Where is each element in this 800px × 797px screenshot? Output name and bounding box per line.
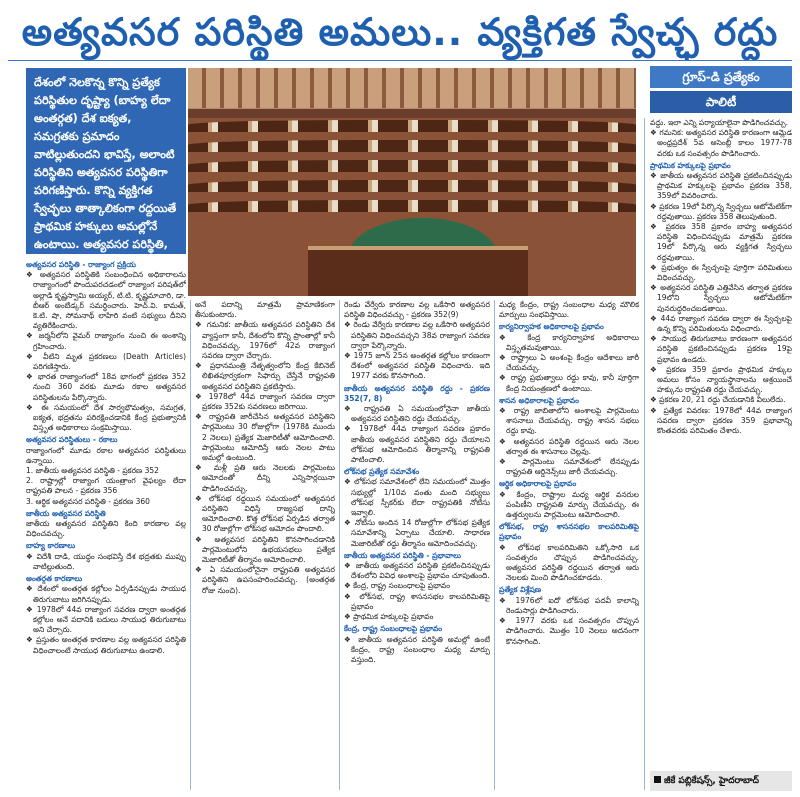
paragraph: ❖ మళ్లీ ప్రతి ఆరు నెలలకు పార్లమెంటు ఆమోదంతో దీన్ని ఎన్నిసార్లయినా పొడిగించవచ్చు. bbox=[195, 463, 335, 493]
paragraph: ❖ రాష్ట్ర ప్రభుత్వాలు రద్దు కావు, కానీ పూర్తిగా కేంద్ర నియంత్రణలో ఉంటాయి. bbox=[499, 373, 639, 393]
paragraph: ❖ ప్రభుత్వం ఈ స్వేచ్ఛలపై పూర్తిగా పరిమితులు విధించవచ్చు. bbox=[650, 262, 792, 283]
paragraph: రెండు వేర్వేరు కారణాల వల్ల ఒకేసారి అత్యవసర పరిస్థితి విధించవచ్చు - ప్రకరణ 352(9) bbox=[344, 300, 490, 320]
paragraph: ❖ 1975 జూన్ 25న అంతర్గత కల్లోలం కారణంగా దేశంలో అత్యవసర పరిస్థితి విధించారు. ఇది 1977 వరకు కొనసాగింది. bbox=[344, 351, 490, 381]
paragraph: ❖ 1978లో 44వ రాజ్యాంగ సవరణ ద్వారా అంతర్గత కల్లోలం అనే పదానికి బదులు సాయుధ తిరుగుబాటు అని చేర్చారు. bbox=[26, 604, 186, 635]
paragraph: ❖ అత్యవసర పరిస్థితికి సంబంధించిన అధికారాలను రాజ్యాంగంలో పొందుపరచడంలో రాజ్యాంగ పరిషత్‌లో అల్లాడి కృష్ణస్వామి అయ్యర్, టి.టి. కృష్ణమాచారి, డా. బీఆర్ అంబేడ్కర్ సమర్థించారు. హెచ్.వి. కామత్, కె.టి. షా, సోమనాథ్ లాహిరి వంటి సభ్యులు దీనిని వ్యతిరేకించారు. bbox=[26, 270, 186, 331]
paragraph: ❖ జాతీయ అత్యవసర పరిస్థితి ప్రకటించినప్పుడు దేశంలోని వివిధ అంశాలపై ప్రభావం చూపుతుంది. bbox=[344, 561, 490, 581]
subject-label: పాలిటీ bbox=[650, 91, 792, 113]
paragraph: జాతీయ అత్యవసర పరిస్థితిని కింది కారణాల వల్ల విధించవచ్చు. bbox=[26, 519, 186, 539]
paragraph: ❖ అత్యవసర పరిస్థితి ఎత్తివేసిన తర్వాత ప్రకరణ 19లోని స్వేచ్ఛలు ఆటోమేటిక్‌గా పునరుద్ధరించబడతాయి. bbox=[650, 283, 792, 313]
paragraph: ❖ లోక్‌సభ కాలపరిమితిని ఒక్కోసారి ఒక సంవత్సరం చొప్పున పొడిగించవచ్చు. అత్యవసర పరిస్థితి రద్దయిన తర్వాత ఆరు నెలలకు మించి పొడిగించకూడదు. bbox=[499, 542, 639, 583]
paragraph: ❖ 1978లో 44వ రాజ్యాంగ సవరణ ప్రకారం జాతీయ అత్యవసర పరిస్థితిని రద్దు చేయాలని లోక్‌సభ ఆమోదించిన తీర్మానాన్ని రాష్ట్రపతి పాటించాలి. bbox=[344, 424, 490, 465]
section-heading: లోక్‌సభ ప్రత్యేక సమావేశం bbox=[344, 467, 420, 477]
section-heading: లోక్‌సభ, రాష్ట్ర శాసనసభల కాలపరిమితిపై ప్రభావం bbox=[499, 522, 639, 542]
section-heading: అత్యవసర పరిస్థితి - రాజ్యాంగ ప్రక్రియ bbox=[26, 260, 136, 269]
paragraph: ❖ సాయుధ తిరుగుబాటు కారణంగా అత్యవసర పరిస్థితి ప్రకటించినప్పుడు ప్రకరణ 19పై ప్రభావం ఉండదు. bbox=[650, 334, 792, 364]
paragraph: ❖ ప్రకరణ 20, 21 రద్దు చేయడానికి వీలులేదు. bbox=[650, 395, 786, 405]
section-heading: ప్రత్యేక విశ్లేషణ bbox=[499, 585, 542, 595]
paragraph: ❖ రాష్ట్రపతి ఏ సమయంలోనైనా జాతీయ అత్యవసర పరిస్థితిని రద్దు చేయవచ్చు. bbox=[344, 404, 490, 424]
publisher-credit bbox=[650, 771, 792, 791]
column-divider bbox=[644, 118, 645, 790]
paragraph: ❖ గమనిక: అత్యవసర పరిస్థితి కారణంగా ఆమ్లెడ అంధ్రప్రదేశ్ 5వ అసెంబ్లీ కాలం 1977-78 వరకు ఒక సంవత్సరం పొడిగించారు. bbox=[650, 128, 792, 158]
paragraph: ❖ లోక్‌సభ సమావేశంలో లేని సమయంలో మొత్తం సభ్యుల్లో 1/10వ వంతు మంది సభ్యులు లోక్‌సభ స్పీకర్‌కు లేదా రాష్ట్రపతికి నోటీసు ఇవ్వాలి. bbox=[344, 477, 490, 518]
article-column-2 bbox=[195, 300, 335, 790]
paragraph: ❖ 1976లో ఐదో లోక్‌సభ పదవీ కాలాన్ని రెండుసార్లు పొడిగించారు. bbox=[499, 595, 639, 615]
intro-box: దేశంలో నెలకొన్న కొన్ని ప్రత్యేక పరిస్థితుల దృష్ట్యా (బాహ్య లేదా అంతర్గత) దేశ ఐక్యత, సమగ్రతకు ప్రమాదం వాటిల్లుతుందని భావిస్తే, అలాంటి పరిస్థితిని అత్యవసర పరిస్థితిగా పరిగణిస్తారు. కొన్ని వ్యక్తిగత స్వేచ్ఛలు తాత్కాలికంగా రద్దయితే ప్రాథమిక హక్కులు అమల్లోనే ఉంటాయి. అత్యవసర పరిస్థితి, bbox=[26, 68, 186, 254]
section-heading: జాతీయ అత్యవసర పరిస్థితి రద్దు - ప్రకరణ 352(7, 8) bbox=[344, 383, 490, 403]
paragraph: ❖ వీటిని మృత ప్రకరణలు (Death Articles) పరిగణిస్తారు. bbox=[26, 351, 186, 372]
paragraph: ❖ ప్రకరణ 19లో పేర్కొన్న స్వేచ్ఛలు ఆటోమేటిక్‌గా రద్దవుతాయి. ప్రకరణ 358 తెలుపుతుంది. bbox=[650, 201, 792, 221]
paragraph: 3. ఆర్థిక అత్యవసర పరిస్థితి - ప్రకరణ 360 bbox=[26, 496, 150, 506]
paragraph: ❖ అత్యవసర పరిస్థితి రద్దయిన ఆరు నెలల తర్వాత ఈ శాసనాలు చెల్లవు. bbox=[499, 436, 639, 456]
column-divider bbox=[494, 300, 495, 790]
paragraph: ❖ భారత రాజ్యాంగంలో 18వ భాగంలో ప్రకరణ 352 నుంచి 360 వరకు మూడు రకాల అత్యవసర పరిస్థితులను పేర్కొన్నారు. bbox=[26, 372, 186, 402]
section-heading: ప్రాథమిక హక్కులపై ప్రభావం bbox=[650, 160, 731, 170]
paragraph: ❖ ప్రత్యేక వివరణ: 1978లో 44వ రాజ్యాంగ సవరణ ద్వారా ప్రకరణ 359 ప్రభావాన్ని కొంతవరకు పరిమితం చేశారు. bbox=[650, 405, 792, 436]
paragraph: ❖ రాష్ట్ర జాబితాలోని అంశాలపై పార్లమెంటు శాసనాలు చేయవచ్చు. రాష్ట్ర శాసన సభలు రద్దు కావు. bbox=[499, 406, 639, 436]
section-heading: కార్యనిర్వాహక అధికారాలపై ప్రభావం bbox=[499, 322, 604, 332]
paragraph: ❖ ప్రాథమిక హక్కులపై ప్రభావం bbox=[344, 612, 434, 622]
paragraph: ❖ 44వ రాజ్యాంగ సవరణ ద్వారా ఈ స్వేచ్ఛలపై ఉన్న కొన్ని పరిమితులను విధించారు. bbox=[650, 313, 792, 334]
headline-rule bbox=[8, 60, 792, 61]
paragraph: ❖ 1978లో 44వ రాజ్యాంగ సవరణ ద్వారా ప్రకరణ 352కు సవరణలు జరిగాయి. bbox=[195, 391, 335, 412]
paragraph: ❖ కేంద్ర కార్యనిర్వాహక అధికారాలు విస్తృతమవుతాయి. bbox=[499, 332, 639, 352]
paragraph: 1. జాతీయ అత్యవసర పరిస్థితి - ప్రకరణ 352 bbox=[26, 466, 159, 476]
paragraph: ❖ 1977 వరకు ఒక సంవత్సరం చొప్పున పొడిగించారు. మొత్తం 10 నెలలు అదనంగా కొనసాగింది. bbox=[499, 616, 639, 646]
paragraph: ❖ ఏ సమయంలోనైనా రాష్ట్రపతి అత్యవసర పరిస్థితిని ఉపసంహరించవచ్చు. (అంతర్గత రోజు నుంచి). bbox=[195, 565, 335, 595]
paragraph: ❖ లోక్‌సభ రద్దయిన సమయంలో అత్యవసర పరిస్థితిని విధిస్తే రాజ్యసభ దాన్ని ఆమోదించాలి. కొత్త లోక్‌సభ ఏర్పడిన తర్వాత 30 రోజుల్లోగా లోక్‌సభ ఆమోదం పొందాలి. bbox=[195, 493, 335, 534]
article-column-5 bbox=[650, 118, 792, 768]
paragraph: ❖ జాతీయ అత్యవసర పరిస్థితి ప్రకటించినప్పుడు ప్రాథమిక హక్కులపై ప్రభావం ప్రకరణ 358, 359లో వివరించారు. bbox=[650, 171, 792, 201]
column-divider bbox=[190, 300, 191, 790]
article-column-3 bbox=[344, 300, 490, 790]
section-heading: కేంద్ర, రాష్ట్ర సంబంధాలపై ప్రభావం bbox=[344, 624, 443, 634]
paragraph: ❖ ఈ సమయంలో దేశ సార్వభౌమత్వం, సమగ్రత, ఐక్యత, భద్రతను పరిరక్షించడానికి కేంద్ర ప్రభుత్వానికి విస్తృత అధికారాలు సంక్రమిస్తాయి. bbox=[26, 402, 186, 433]
section-heading: జాతీయ అత్యవసర పరిస్థితి - ప్రభావాలు bbox=[344, 550, 462, 560]
column-divider bbox=[339, 300, 340, 790]
article-column-4 bbox=[499, 300, 639, 790]
paragraph: ❖ ప్రకరణ 358 ప్రకారం బాహ్య అత్యవసర పరిస్థితి విధించినప్పుడు మాత్రమే ప్రకరణ 19లో పేర్కొన్న ఆరు వ్యక్తిగత స్వేచ్ఛలు రద్దవుతాయి. bbox=[650, 222, 792, 262]
section-heading: జాతీయ అత్యవసర పరిస్థితి bbox=[26, 508, 106, 518]
paragraph: ❖ రాష్ట్రాలు ఏ అంశంపై కేంద్రం ఆదేశాలు జారీ చేయవచ్చు. bbox=[499, 353, 639, 373]
publisher-name: జీకే పబ్లికేషన్స్, హైదరాబాద్ bbox=[664, 776, 760, 786]
paragraph: ❖ లోక్‌సభ, రాష్ట్ర శాసనసభల కాలపరిమితిపై ప్రభావం bbox=[344, 591, 490, 611]
paragraph: ❖ రెండు వేర్వేరు కారణాల వల్ల ఒకేసారి అత్యవసర పరిస్థితిని విధించవచ్చని 38వ రాజ్యాంగ సవరణ ద్వారా పేర్కొన్నారు. bbox=[344, 320, 490, 350]
paragraph: ❖ గమనిక: జాతీయ అత్యవసర పరిస్థితిని దేశ వ్యాప్తంగా కానీ, దేశంలోని కొన్ని ప్రాంతాల్లో కానీ విధించవచ్చు. 1976లో 42వ రాజ్యాంగ సవరణ ద్వారా చేర్చారు. bbox=[195, 320, 335, 361]
paragraph: వద్దు. ఇలా ఎన్ని పర్యాయాలైనా పొడిగించవచ్చు. bbox=[650, 118, 789, 127]
paragraph: ❖ విదేశీ దాడి, యుద్ధం సంభవిస్తే దేశ భద్రతకు ముప్పు వాటిల్లుతుంది. bbox=[26, 551, 186, 571]
paragraph: 2. రాష్ట్రాల్లో రాజ్యాంగ యంత్రాంగ వైఫల్యం లేదా రాష్ట్రపతి పాలన - ప్రకరణ 356 bbox=[26, 476, 186, 496]
paragraph: ❖ పార్లమెంటు సమావేశంలో లేనప్పుడు రాష్ట్రపతి ఆర్డినెన్స్‌లు జారీ చేయవచ్చు. bbox=[499, 457, 639, 477]
section-heading: అత్యవసర పరిస్థితులు - రకాలు bbox=[26, 435, 118, 445]
paragraph: ❖ జాతీయ అత్యవసర పరిస్థితి అమల్లో ఉంటే కేంద్రం, రాష్ట్ర సంబంధాల మధ్య మార్పు వస్తుంది. bbox=[344, 634, 490, 664]
paragraph: ❖ ప్రకరణ 359 ప్రకారం ప్రాథమిక హక్కుల అమలు కోసం న్యాయస్థానాలను ఆశ్రయించే హక్కును రాష్ట్రపతి రద్దు చేయవచ్చు. bbox=[650, 364, 792, 395]
section-heading: అంతర్గత కారణాలు bbox=[26, 574, 83, 584]
paragraph: ❖ నోటీసు అందిన 14 రోజుల్లోగా లోక్‌సభ ప్రత్యేక సమావేశాన్ని ఏర్పాటు చేయాలి. సాధారణ మెజారిటీతో రద్దు తీర్మానం ఆమోదించవచ్చు. bbox=[344, 518, 490, 548]
paragraph: ❖ జర్మనీలోని వైమర్ రాజ్యాంగం నుంచి ఈ అంశాన్ని గ్రహించారు. bbox=[26, 331, 186, 351]
section-heading: బాహ్య కారణాలు bbox=[26, 541, 76, 551]
paragraph: ❖ ప్రధానమంత్రి నేతృత్వంలోని కేంద్ర కేబినెట్ లిఖితపూర్వకంగా సిఫార్సు చేస్తేనే రాష్ట్రపతి అత్యవసర పరిస్థితిని ప్రకటిస్తారు. bbox=[195, 361, 335, 391]
section-heading: శాసన అధికారాలపై ప్రభావం bbox=[499, 395, 579, 405]
paragraph: ❖ దేశంలో అంతర్గత కల్లోలం ఏర్పడినప్పుడు సాయుధ తిరుగుబాటు జరిగినప్పుడు. bbox=[26, 584, 186, 604]
paragraph: ❖ కేంద్రం, రాష్ట్రాల మధ్య ఆర్థిక వనరుల పంపిణీని రాష్ట్రపతి మార్పు చేయవచ్చు. ఈ ఉత్తర్వులను పార్లమెంటు ఆమోదించాలి. bbox=[499, 489, 639, 520]
page-headline: అత్యవసర పరిస్థితి అమలు.. వ్యక్తిగత స్వేచ్ఛ రద్దు bbox=[21, 10, 779, 54]
paragraph: మధ్య కేంద్రం, రాష్ట్ర సంబంధాల మధ్య మౌలిక మార్పులు సంభవిస్తాయి. bbox=[499, 300, 639, 320]
section-heading: ఆర్థిక అధికారాలపై ప్రభావం bbox=[499, 479, 577, 489]
paragraph: రాజ్యాంగంలో మూడు రకాల అత్యవసర పరిస్థితులు ఉన్నాయి. bbox=[26, 445, 186, 465]
paragraph: ❖ రాష్ట్రపతి జారీచేసిన అత్యవసర పరిస్థితిని పార్లమెంటు 30 రోజుల్లోగా (1978కి ముందు 2 నెలలు) ప్రత్యేక మెజారిటీతో ఆమోదించాలి. పార్లమెంటు ఆమోదిస్తే ఆరు నెలల పాటు అమల్లో ఉంటుంది. bbox=[195, 412, 335, 463]
paragraph: అనే పదాన్ని మాత్రమే ప్రామాణికంగా తీసుకుంటారు. bbox=[195, 300, 335, 320]
article-column-1 bbox=[26, 258, 186, 790]
parliament-photo bbox=[188, 68, 636, 296]
paragraph: ❖ అత్యవసర పరిస్థితిని కొనసాగించడానికి పార్లమెంటులోని ఉభయసభలు ప్రత్యేక మెజారిటీతో తీర్మానం ఆమోదించాలి. bbox=[195, 534, 335, 565]
paragraph: ❖ కేంద్ర, రాష్ట్ర సంబంధాలపై ప్రభావం bbox=[344, 581, 451, 591]
paragraph: ❖ ప్రస్తుతం అంతర్గత కారణాల వల్ల అత్యవసర పరిస్థితి విధించాలంటే సాయుధ తిరుగుబాటు ఉండాలి. bbox=[26, 635, 186, 655]
section-tag: గ్రూప్-డి ప్రత్యేకం bbox=[650, 66, 792, 88]
